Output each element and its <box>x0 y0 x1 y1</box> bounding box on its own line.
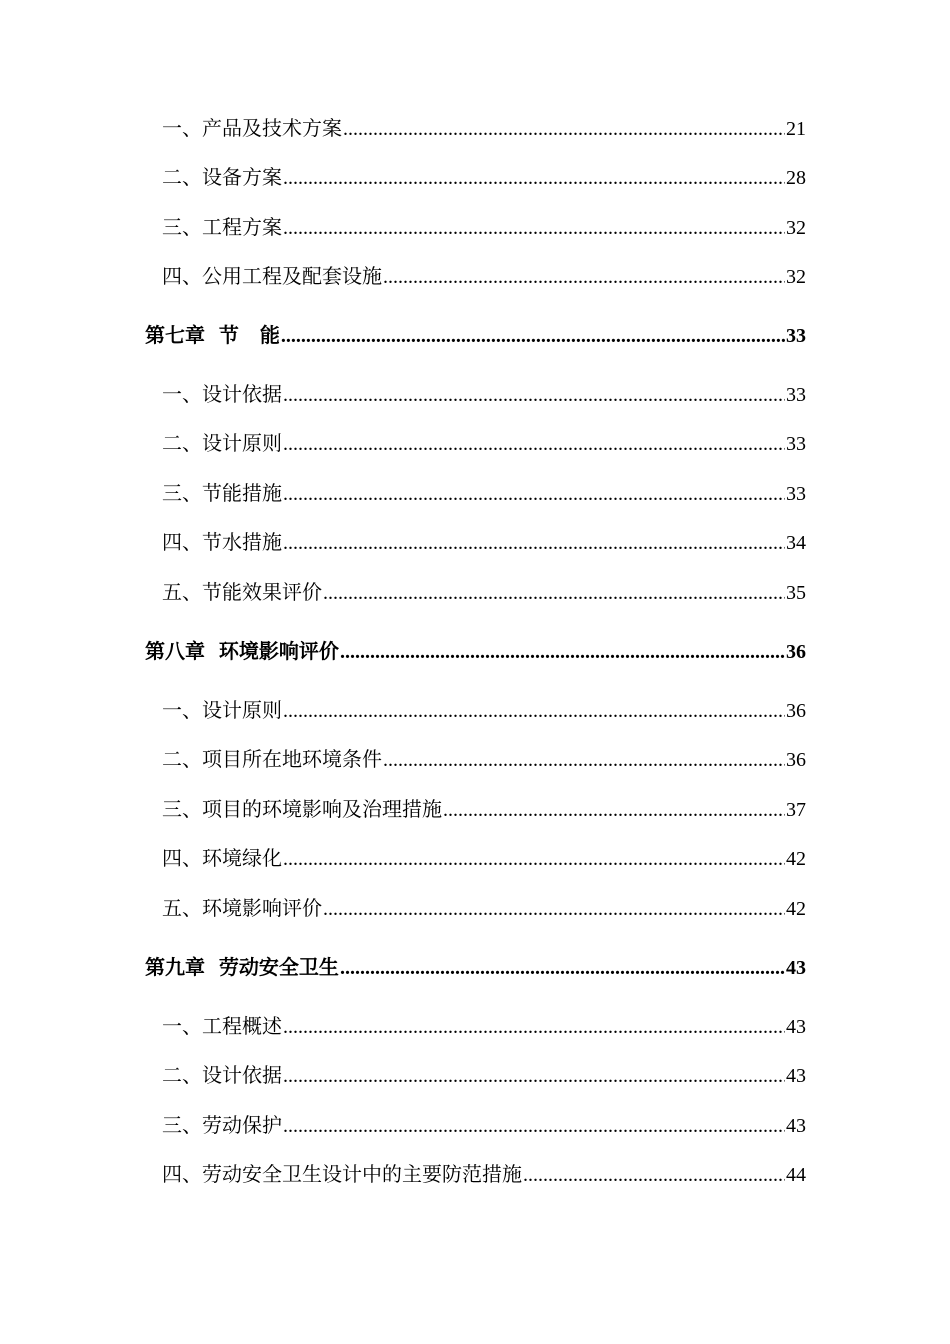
toc-page-number: 44 <box>786 1164 806 1186</box>
toc-entry[interactable] <box>162 261 806 291</box>
toc-entry[interactable] <box>162 577 806 607</box>
toc-page-number: 32 <box>786 217 806 239</box>
toc-entry[interactable] <box>162 1110 806 1140</box>
toc-dot-leader <box>443 795 785 825</box>
toc-entry[interactable] <box>162 428 806 458</box>
toc-entry-label: 四、节水措施 <box>162 530 282 554</box>
toc-page-number: 37 <box>786 799 806 821</box>
toc-dot-leader <box>281 321 785 351</box>
toc-entry-label: 一、设计依据 <box>162 382 282 406</box>
toc-entry-label: 三、项目的环境影响及治理措施 <box>162 797 442 821</box>
toc-entry[interactable] <box>162 843 806 873</box>
toc-page-number: 33 <box>786 325 806 347</box>
toc-page-number: 36 <box>786 700 806 722</box>
toc-chapter-entry[interactable] <box>145 636 806 666</box>
toc-page-number: 34 <box>786 532 806 554</box>
toc-entry-label: 一、设计原则 <box>162 698 282 722</box>
toc-entry-label: 五、环境影响评价 <box>162 896 322 920</box>
toc-dot-leader <box>340 637 785 667</box>
toc-entry[interactable] <box>162 162 806 192</box>
toc-page-number: 42 <box>786 848 806 870</box>
toc-entry-label: 二、设备方案 <box>162 165 282 189</box>
toc-chapter-entry[interactable] <box>145 320 806 350</box>
toc-entry[interactable] <box>162 744 806 774</box>
toc-page-number: 33 <box>786 433 806 455</box>
toc-entry[interactable] <box>162 695 806 725</box>
toc-page-number: 36 <box>786 641 806 663</box>
toc-entry-label: 二、项目所在地环境条件 <box>162 747 382 771</box>
toc-dot-leader <box>323 578 785 608</box>
toc-dot-leader <box>283 1111 785 1141</box>
toc-entry-label: 二、设计依据 <box>162 1063 282 1087</box>
toc-entry-label: 二、设计原则 <box>162 431 282 455</box>
toc-entry-label: 三、工程方案 <box>162 215 282 239</box>
toc-dot-leader <box>340 953 785 983</box>
toc-page-number: 43 <box>786 1065 806 1087</box>
toc-chapter-label: 第九章 劳动安全卫生 <box>145 955 339 979</box>
toc-page-number: 33 <box>786 384 806 406</box>
toc-dot-leader <box>283 213 785 243</box>
toc-dot-leader <box>283 528 785 558</box>
toc-page-number: 21 <box>786 118 806 140</box>
toc-dot-leader <box>523 1160 785 1190</box>
toc-page-number: 43 <box>786 1016 806 1038</box>
toc-dot-leader <box>283 163 785 193</box>
toc-entry-label: 三、节能措施 <box>162 481 282 505</box>
toc-entry-label: 一、产品及技术方案 <box>162 116 342 140</box>
toc-entry[interactable] <box>162 379 806 409</box>
toc-entry-label: 五、节能效果评价 <box>162 580 322 604</box>
toc-dot-leader <box>283 429 785 459</box>
toc-entry[interactable] <box>162 527 806 557</box>
toc-entry-label: 四、劳动安全卫生设计中的主要防范措施 <box>162 1162 522 1186</box>
toc-dot-leader <box>383 745 785 775</box>
toc-chapter-label: 第七章 节 能 <box>145 323 280 347</box>
toc-entry[interactable] <box>162 794 806 824</box>
toc-chapter-label: 第八章 环境影响评价 <box>145 639 339 663</box>
toc-page-number: 33 <box>786 483 806 505</box>
toc-dot-leader <box>343 114 785 144</box>
toc-chapter-entry[interactable] <box>145 952 806 982</box>
toc-entry[interactable] <box>162 1159 806 1189</box>
toc-dot-leader <box>283 844 785 874</box>
toc-dot-leader <box>323 894 785 924</box>
toc-page-number: 32 <box>786 266 806 288</box>
toc-page-number: 36 <box>786 749 806 771</box>
toc-entry-label: 四、环境绿化 <box>162 846 282 870</box>
toc-entry[interactable] <box>162 1011 806 1041</box>
toc-entry[interactable] <box>162 212 806 242</box>
toc-page-number: 35 <box>786 582 806 604</box>
toc-page-number: 42 <box>786 898 806 920</box>
toc-dot-leader <box>283 479 785 509</box>
toc-dot-leader <box>283 1061 785 1091</box>
toc-entry-label: 三、劳动保护 <box>162 1113 282 1137</box>
toc-dot-leader <box>283 696 785 726</box>
toc-page-number: 43 <box>786 1115 806 1137</box>
toc-entry-label: 一、工程概述 <box>162 1014 282 1038</box>
toc-dot-leader <box>283 1012 785 1042</box>
toc-entry[interactable] <box>162 113 806 143</box>
toc-entry[interactable] <box>162 893 806 923</box>
toc-entry-label: 四、公用工程及配套设施 <box>162 264 382 288</box>
toc-page-number: 28 <box>786 167 806 189</box>
toc-dot-leader <box>383 262 785 292</box>
toc-entry[interactable] <box>162 478 806 508</box>
toc-entry[interactable] <box>162 1060 806 1090</box>
toc-dot-leader <box>283 380 785 410</box>
toc-page-number: 43 <box>786 957 806 979</box>
